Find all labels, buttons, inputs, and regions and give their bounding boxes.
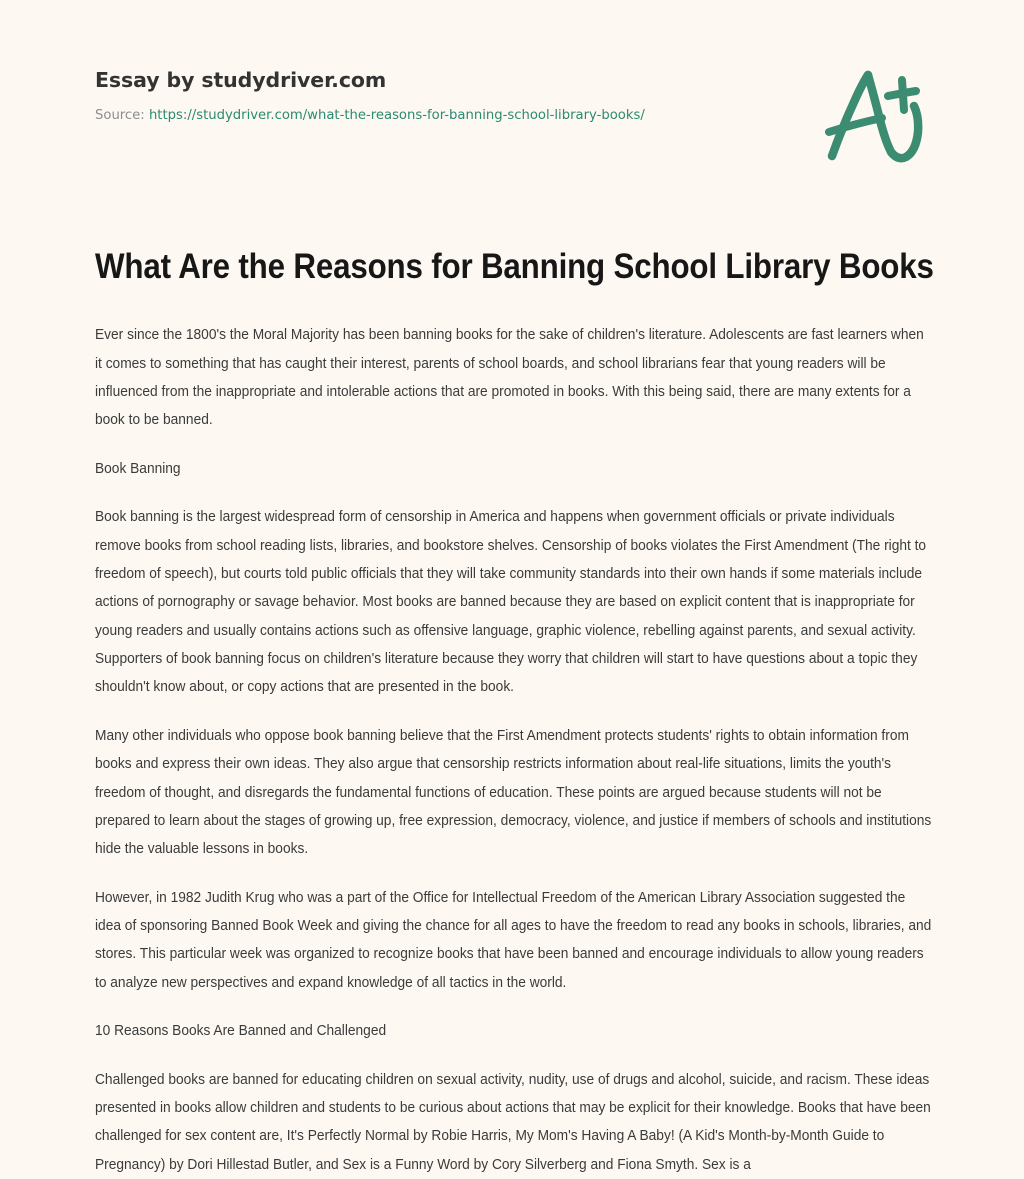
article-paragraph: Ever since the 1800's the Moral Majority has been banning books for the sake of children's literature. Adolescents are fast learners when it comes to something that has caught their interest, parents of school boards, and school librarians fear that young readers will be influenced from the inappropriate and intolerable actions that are promoted in books. With this being said, there are many extents for a book to be banned. (95, 327, 924, 429)
article-paragraph: 10 Reasons Books Are Banned and Challenged (95, 1023, 387, 1040)
brand-title: Essay by studydriver.com (95, 68, 387, 92)
article-paragraph: Book Banning (95, 460, 181, 477)
source-url-link[interactable]: https://studydriver.com/what-the-reasons-for-banning-school-library-books/ (148, 107, 645, 123)
source-line (95, 107, 795, 124)
article-paragraph: Many other individuals who oppose book banning believe that the First Amendment protects students' rights to obtain information from books and express their own ideas. They also argue that censorship restricts information about real-life situations, limits the youth's freedom of thought, and disregards the fundamental functions of education. These points are argued because students will not be prepared to learn about the stages of growing up, free expression, democracy, violence, and justice if members of schools and institutions hide the valuable lessons in books. (95, 727, 932, 858)
a-plus-logo-icon (812, 62, 940, 166)
article-paragraph: Book banning is the largest widespread form of censorship in America and happens when government officials or private individuals remove books from school reading lists, libraries, and bookstore shelves. Censorship of books violates the First Amendment (The right to freedom of speech), but courts told public officials that they will take community standards into their own hands if some materials include actions of pornography or savage behavior. Most books are banned because they are based on explicit content that is inappropriate for young readers and usually contains actions such as offensive language, graphic violence, rebelling against parents, and sexual activity. Supporters of book banning focus on children's literature because they worry that children will start to have questions about a topic they shouldn't know about, or copy actions that are presented in the book. (95, 509, 927, 696)
paragraph-list (95, 321, 933, 1179)
article-paragraph: Challenged books are banned for educating children on sexual activity, nudity, use of drugs and alcohol, suicide, and racism. These ideas presented in books allow children and students to be curious about actions that may be explicit for their knowledge. Books that have been challenged for sex content are, It's Perfectly Normal by Robie Harris, My Mom's Having A Baby! (A Kid's Month-by-Month Guide to Pregnancy) by Dori Hillestad Butler, and Sex is a Funny Word by Cory Silverberg and Fiona Smyth. Sex is a (95, 1071, 931, 1173)
page-title: What Are the Reasons for Banning School Library Books (95, 247, 934, 286)
page-header (0, 0, 1024, 190)
source-label: Source: (95, 107, 145, 123)
brand-block (95, 68, 795, 124)
article-body (95, 246, 933, 1179)
a-plus-logo-glyph (812, 62, 940, 166)
article-paragraph: However, in 1982 Judith Krug who was a part of the Office for Intellectual Freedom of the American Library Association suggested the idea of sponsoring Banned Book Week and giving the chance for all ages to have the freedom to read any books in schools, libraries, and stores. This particular week was organized to recognize books that have been banned and encourage individuals to allow young readers to analyze new perspectives and expand knowledge of all tactics in the world. (95, 889, 932, 991)
